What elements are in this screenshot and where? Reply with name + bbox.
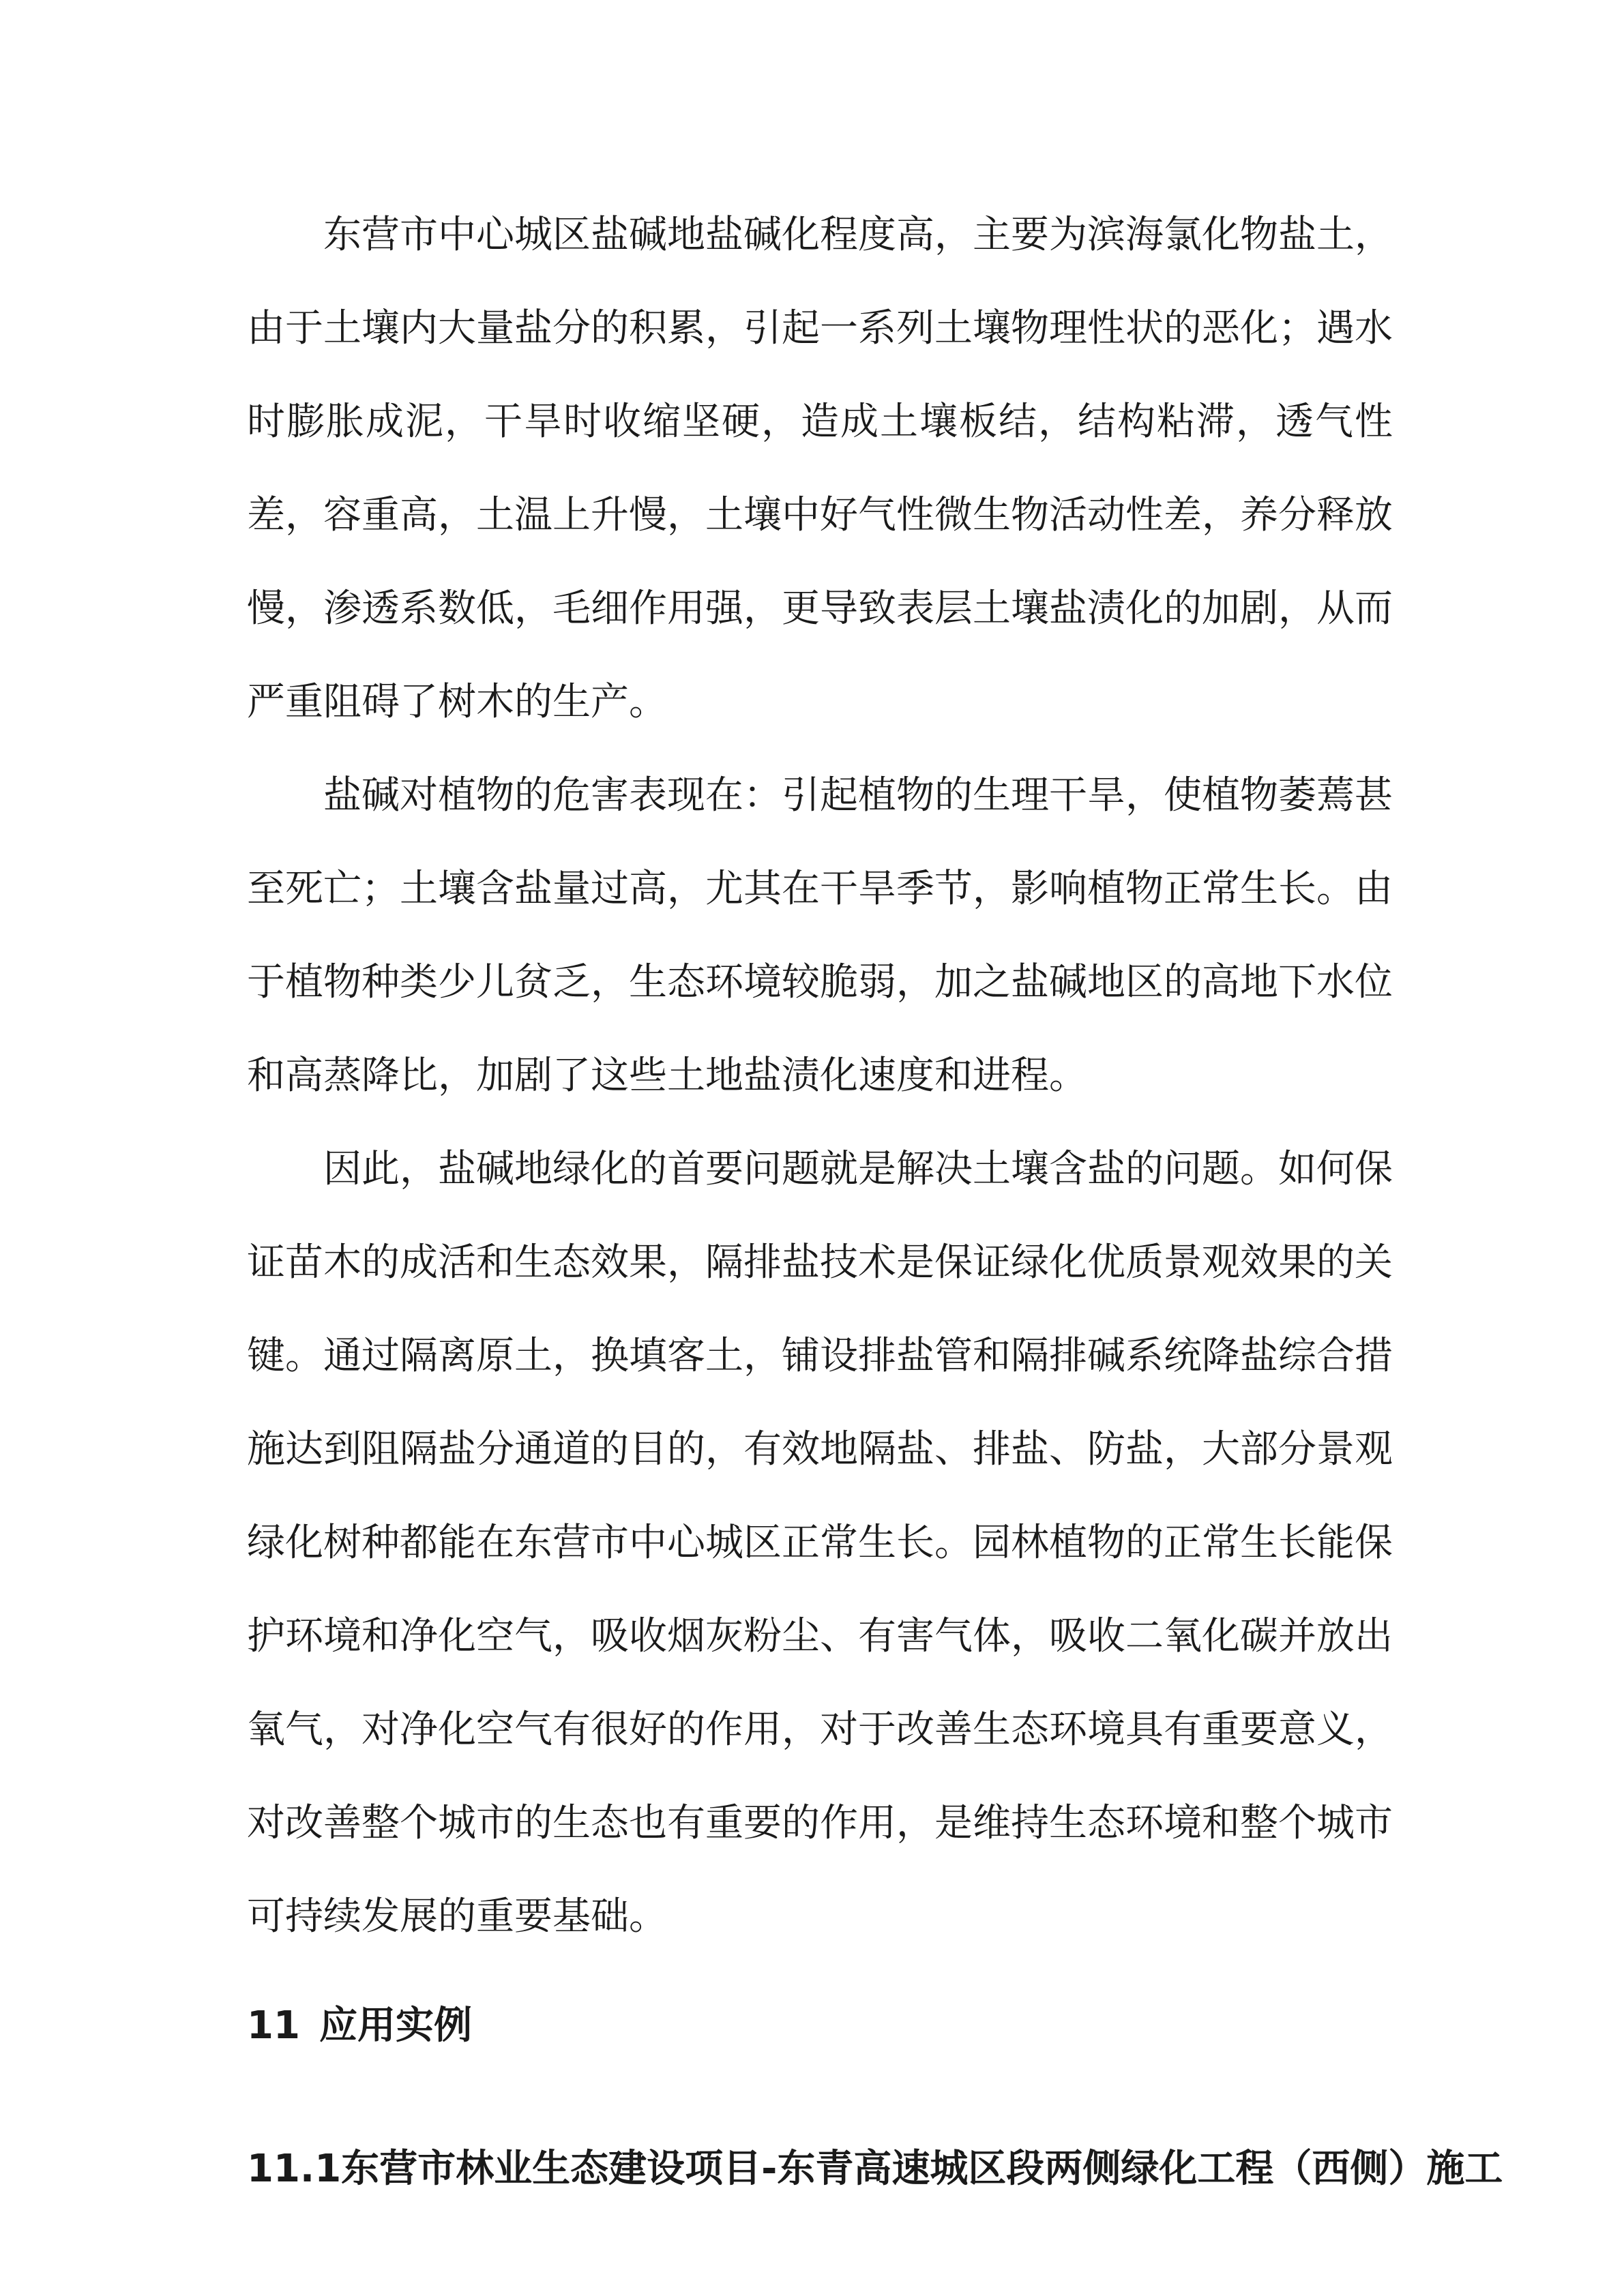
section-heading bbox=[247, 1999, 1393, 2053]
paragraph-plant-damage: 盐碱对植物的危害表现在：引起植物的生理干旱，使植物萎蔫甚至死亡；土壤含盐量过高，尤其在干旱季节，影响植物正常生长。由于植物种类少儿贫乏，生态环境较脆弱，加之盐碱地区的高地下水位和高蒸降比，加剧了这些土地盐渍化速度和进程。 bbox=[247, 773, 1393, 1098]
subsection-title: 东营市林业生态建设项目-东青高速城区段两侧绿化工程（西侧）施工 bbox=[341, 2147, 1503, 2191]
paragraph-greening-solution: 因此，盐碱地绿化的首要问题就是解决土壤含盐的问题。如何保证苗木的成活和生态效果，隔排盐技术是保证绿化优质景观效果的关键。通过隔离原土，换填客土，铺设排盐管和隔排碱系统降盐综合措施达到阻隔盐分通道的目的，有效地隔盐、排盐、防盐，大部分景观绿化树种都能在东营市中心城区正常生长。园林植物的正常生长能保护环境和净化空气，吸收烟灰粉尘、有害气体，吸收二氧化碳并放出氧气，对净化空气有很好的作用，对于改善生态环境具有重要意义，对改善整个城市的生态也有重要的作用，是维持生态环境和整个城市可持续发展的重要基础。 bbox=[247, 1147, 1393, 1939]
subsection-heading bbox=[247, 2142, 1503, 2196]
paragraph-saline-soil: 东营市中心城区盐碱地盐碱化程度高，主要为滨海氯化物盐土，由于土壤内大量盐分的积累，引起一系列土壤物理性状的恶化；遇水时膨胀成泥，干旱时收缩坚硬，造成土壤板结，结构粘滞，透气性差，容重高，土温上升慢，土壤中好气性微生物活动性差，养分释放慢，渗透系数低，毛细作用强，更导致表层土壤盐渍化的加剧，从而严重阻碍了树木的生产。 bbox=[247, 213, 1393, 724]
section-number: 11 bbox=[247, 2003, 300, 2048]
subsection-number: 11.1 bbox=[247, 2147, 342, 2191]
section-title: 应用实例 bbox=[319, 2003, 472, 2048]
page-content bbox=[247, 188, 1503, 2196]
